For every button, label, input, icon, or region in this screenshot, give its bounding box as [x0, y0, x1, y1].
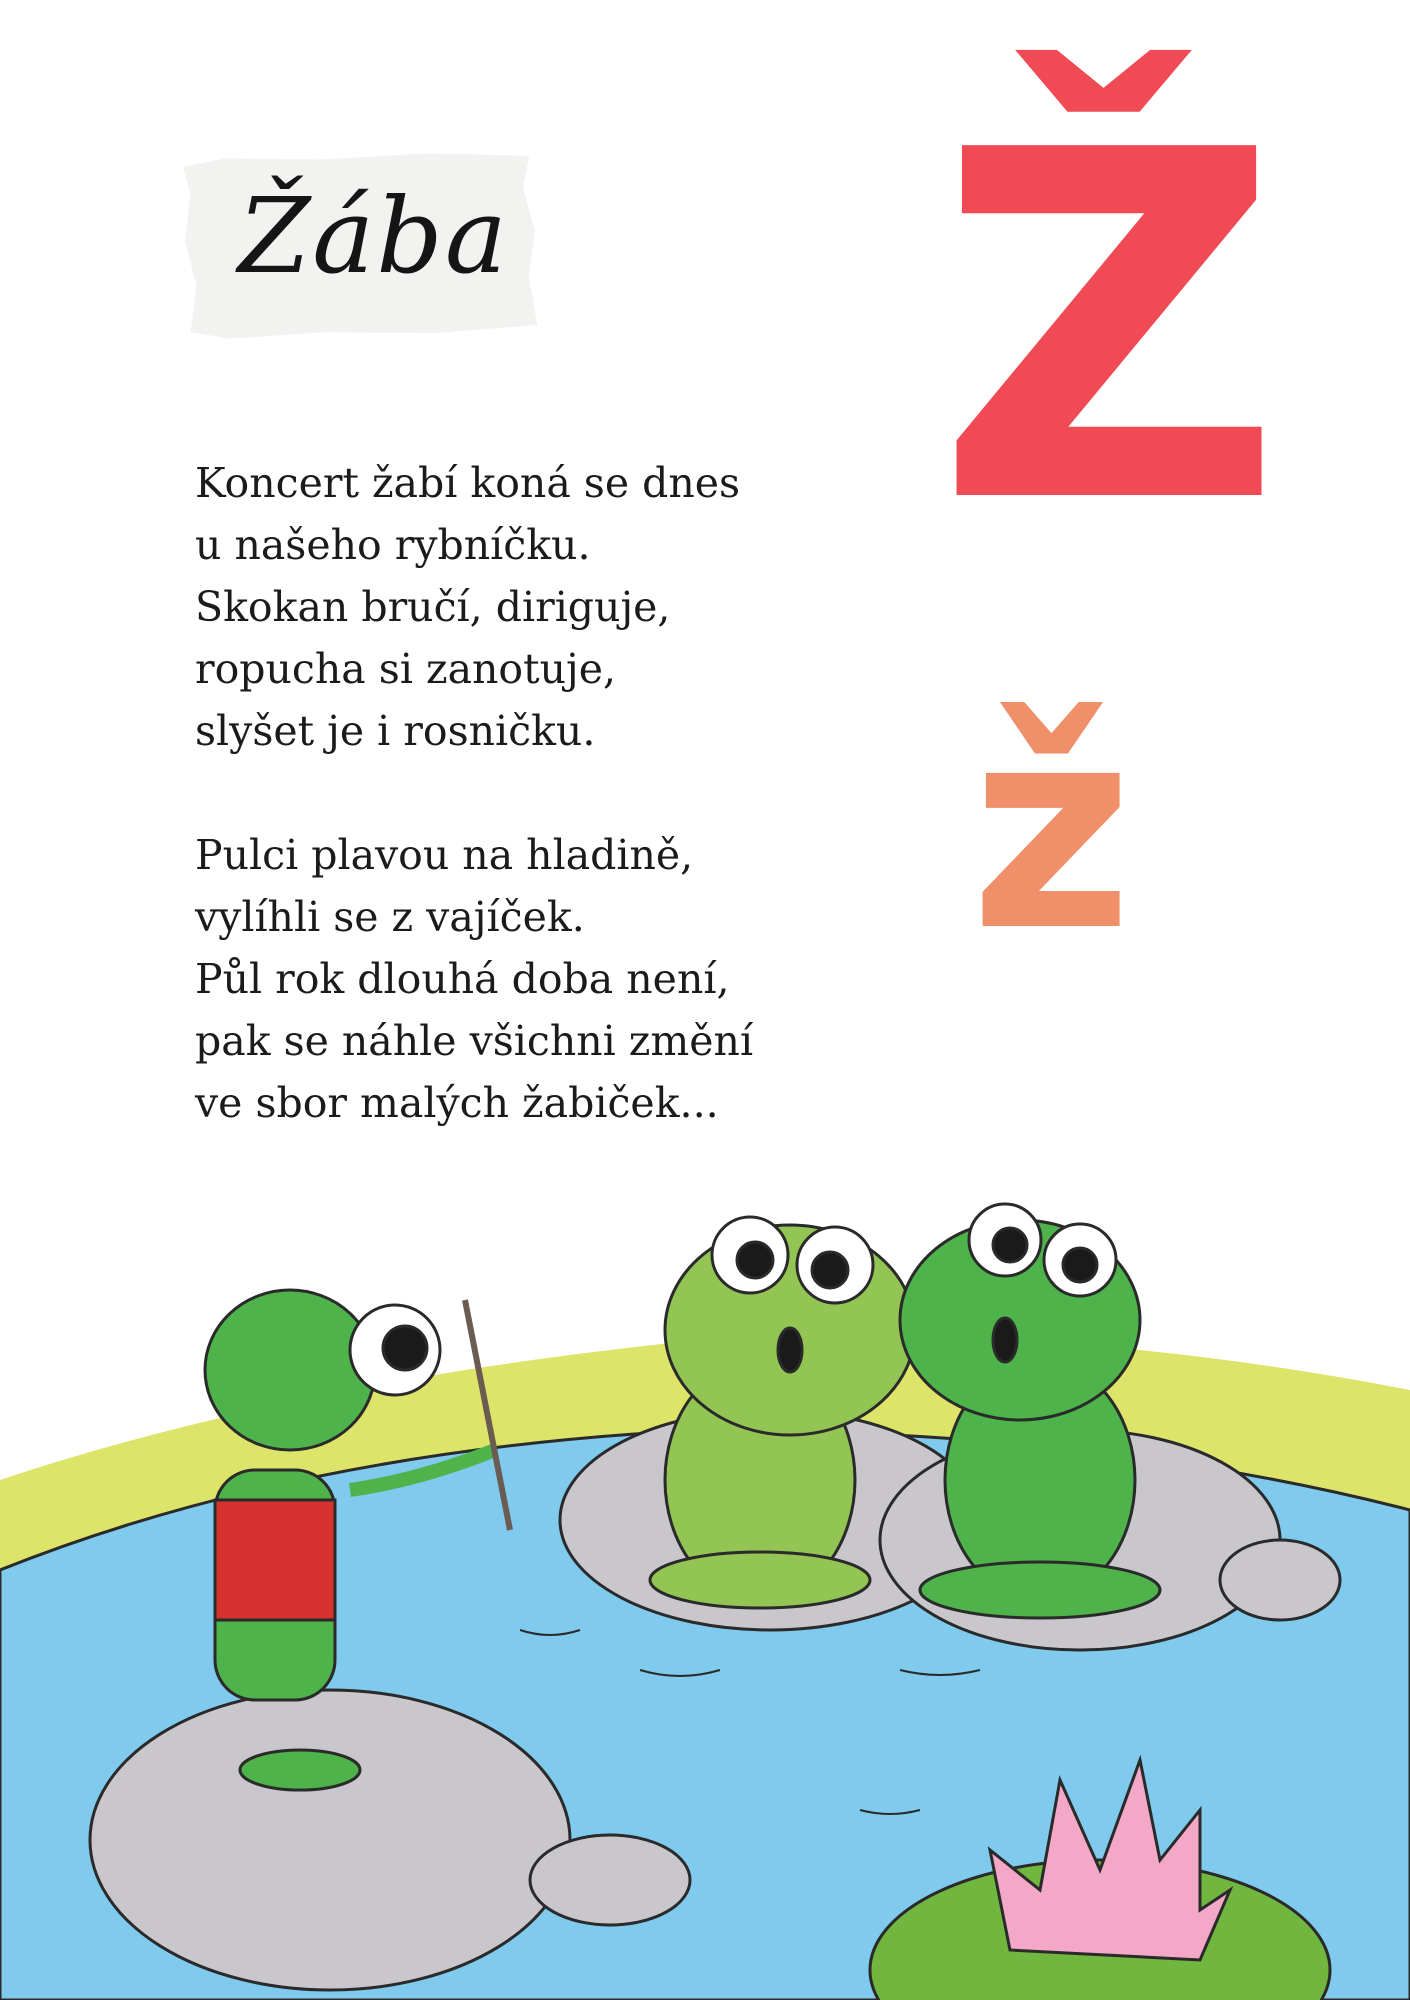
poem: [195, 452, 835, 1134]
poem-line: pak se náhle všichni změní: [195, 1017, 754, 1065]
poem-line: vylíhli se z vajíček.: [195, 893, 585, 941]
poem-line: Koncert žabí koná se dnes: [195, 459, 741, 507]
rock-left: [90, 1690, 570, 1990]
poem-line: Půl rok dlouhá doba není,: [195, 955, 730, 1003]
rock-left-tail: [530, 1835, 690, 1925]
poem-line: ropucha si zanotuje,: [195, 645, 616, 693]
poem-line: ve sbor malých žabiček...: [195, 1079, 719, 1127]
poem-line: u našeho rybníčku.: [195, 521, 591, 569]
page-title: Žába: [238, 175, 509, 297]
poem-line: slyšet je i rosničku.: [195, 707, 596, 755]
pond-frogs-illustration: [0, 1150, 1410, 2000]
rock-right-tail: [1220, 1540, 1340, 1620]
poem-line: Skokan bručí, diriguje,: [195, 583, 671, 631]
lowercase-letter: ž: [970, 667, 1133, 993]
stanza-gap: [195, 762, 835, 824]
uppercase-letter: Ž: [935, 50, 1284, 609]
poem-line: Pulci plavou na hladině,: [195, 831, 694, 879]
